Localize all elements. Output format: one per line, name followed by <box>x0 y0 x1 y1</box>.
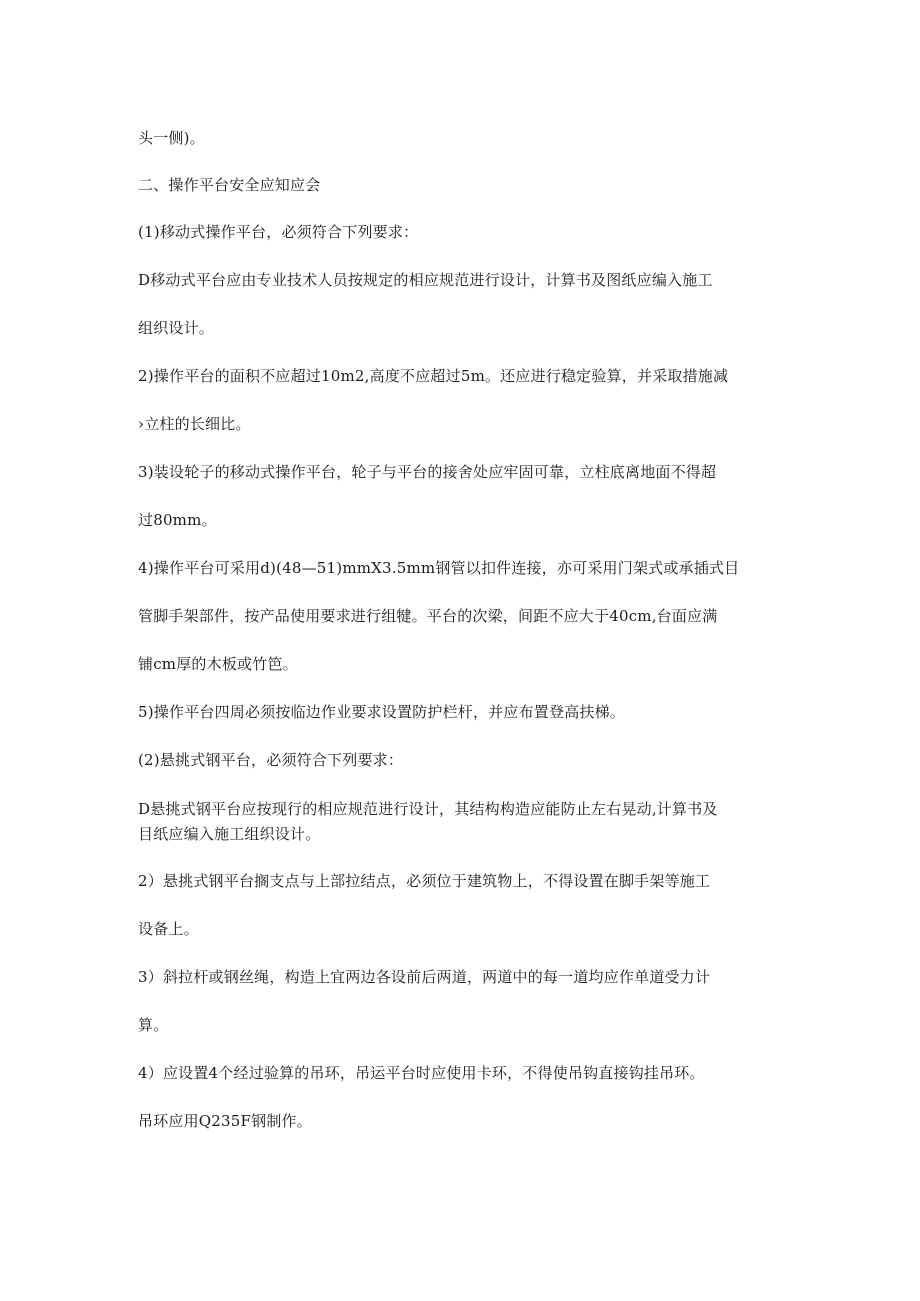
text-line-16: 目纸应编入施工组织设计。 <box>138 825 321 843</box>
text-line-18: 设备上。 <box>138 920 199 938</box>
text-line-12: 铺cm厚的木板或竹笆。 <box>138 655 298 673</box>
text-line-22: 吊环应用Q235F钢制作。 <box>138 1112 312 1130</box>
text-line-20: 算。 <box>138 1016 169 1034</box>
text-line-8: 3)装设轮子的移动式操作平台，轮子与平台的接舍处应牢固可靠，立柱底离地面不得超 <box>138 463 717 481</box>
text-line-6: 2)操作平台的面积不应超过10m2,高度不应超过5m。还应进行稳定验算，并采取措施减 <box>138 367 729 385</box>
text-line-15: D悬挑式钢平台应按现行的相应规范进行设计，其结构构造应能防止左右晃动,计算书及 <box>138 800 718 818</box>
text-line-17: 2）悬挑式钢平台搁支点与上部拉结点，必须位于建筑物上，不得设置在脚手架等施工 <box>138 872 711 890</box>
text-line-10: 4)操作平台可采用d)(48—51)mmX3.5mm钢管以扣件连接，亦可采用门架式或承插式目 <box>138 559 740 577</box>
text-line-9: 过80mm。 <box>138 511 217 529</box>
text-line-7: ›立柱的长细比。 <box>138 415 251 433</box>
text-line-5: 组织设计。 <box>138 319 215 337</box>
subsection-heading-1: (1)移动式操作平台，必须符合下列要求： <box>138 223 419 241</box>
text-line-13: 5)操作平台四周必须按临边作业要求设置防护栏杆，并应布置登高扶梯。 <box>138 703 625 721</box>
text-line-19: 3）斜拉杆或钢丝绳，构造上宜两边各设前后两道，两道中的每一道均应作单道受力计 <box>138 968 711 986</box>
text-line-11: 管脚手架部件，按产品使用要求进行组犍。平台的次梁，间距不应大于40cm,台面应满 <box>138 607 718 625</box>
text-line-21: 4）应设置4个经过验算的吊环，吊运平台时应使用卡环，不得使吊钩直接钩挂吊环。 <box>138 1064 705 1082</box>
text-line-1: 头一侧)。 <box>138 129 205 147</box>
subsection-heading-2: (2)悬挑式钢平台，必须符合下列要求： <box>138 751 404 769</box>
section-heading: 二、操作平台安全应知应会 <box>138 176 321 194</box>
text-line-4: D移动式平台应由专业技术人员按规定的相应规范进行设计，计算书及图纸应编入施工 <box>138 271 713 289</box>
